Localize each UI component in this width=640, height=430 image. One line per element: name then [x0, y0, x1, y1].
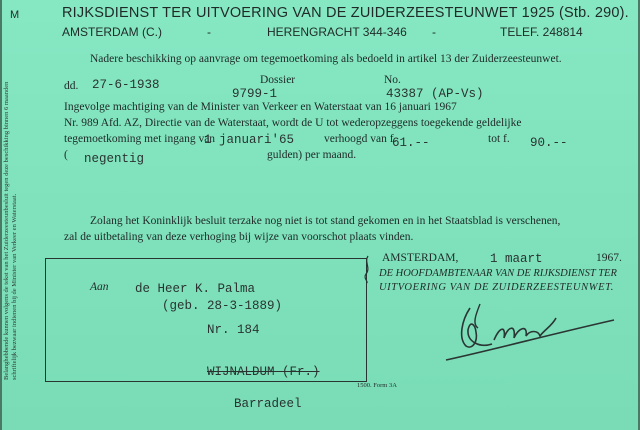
header-dash: -	[432, 25, 436, 39]
amount-words-value: negentig	[84, 152, 145, 166]
m-mark: M	[10, 9, 20, 21]
handwritten-signature-icon	[442, 290, 622, 370]
sign-year: 1967.	[596, 252, 622, 264]
start-date-value: 1 januari'65	[204, 133, 295, 147]
recipient-number: Nr. 184	[207, 323, 260, 337]
letter-line: zal de uitbetaling van deze verhoging bij wijze van voorschot plaats vinden.	[64, 231, 414, 243]
address-box	[45, 258, 367, 382]
document-sheet	[2, 0, 638, 430]
no-value: 43387 (AP-Vs)	[386, 87, 484, 101]
dd-label: dd.	[64, 80, 79, 92]
recipient-name: de Heer K. Palma	[135, 282, 256, 296]
letter-line: gulden) per maand.	[267, 149, 357, 161]
letter-line: Nadere beschikking op aanvrage om tegemoetkoming als bedoeld in artikel 13 der Zuiderzeesteunwet.	[90, 53, 562, 65]
sign-place: AMSTERDAM,	[382, 252, 459, 264]
letter-line: tegemoetkoming met ingang van	[64, 133, 216, 145]
agency-city: AMSTERDAM (C.)	[62, 25, 162, 39]
paren-open: (	[64, 149, 68, 161]
letter-line: Zolang het Koninklijk besluit terzake nog niet is tot stand gekomen en in het Staatsblad is verschenen,	[90, 215, 561, 227]
aan-label: Aan	[90, 281, 109, 293]
recipient-birth: (geb. 28-3-1889)	[162, 299, 283, 313]
letter-line: Nr. 989 Afd. AZ, Directie van de Waterstaat, wordt de U tot wederopzeggens toegekende geldelijke	[64, 117, 522, 129]
no-label: No.	[384, 74, 401, 86]
dossier-label: Dossier	[260, 74, 296, 86]
letter-line: verhoogd van f.	[324, 133, 397, 145]
agency-phone: TELEF. 248814	[500, 25, 583, 39]
amount-from-value: 61.--	[392, 136, 430, 150]
dossier-value: 9799-1	[232, 87, 278, 101]
agency-address: HERENGRACHT 344-346	[267, 25, 407, 39]
dd-value: 27-6-1938	[92, 78, 160, 92]
form-number: 1500. Form 3A	[357, 382, 397, 389]
signer-role: UITVOERING VAN DE ZUIDERZEESTEUNWET.	[379, 282, 614, 293]
recipient-town: WIJNALDUM (Fr.)	[207, 365, 320, 379]
municipality: Barradeel	[234, 397, 302, 411]
agency-title: RIJKSDIENST TER UITVOERING VAN DE ZUIDERZEESTEUNWET 1925 (Stb. 290).	[62, 5, 629, 21]
header-dash: -	[207, 25, 211, 39]
sidebar-notice: Belanghebbende kunnen volgens de tekst van het Zuiderzeesteunbesluit tegen deze beschikking binnen 6 maanden schriftelijk bezwaar indienen bij de Minister van Verkeer en Waterstaat.	[3, 81, 18, 380]
letter-line: Ingevolge machtiging van de Minister van Verkeer en Waterstaat van 16 januari 1967	[64, 101, 457, 113]
signer-role: DE HOOFDAMBTENAAR VAN DE RIJKSDIENST TER	[379, 268, 617, 279]
to-label: tot f.	[488, 133, 510, 145]
sign-date: 1 maart	[490, 252, 543, 266]
amount-to-value: 90.--	[530, 136, 568, 150]
